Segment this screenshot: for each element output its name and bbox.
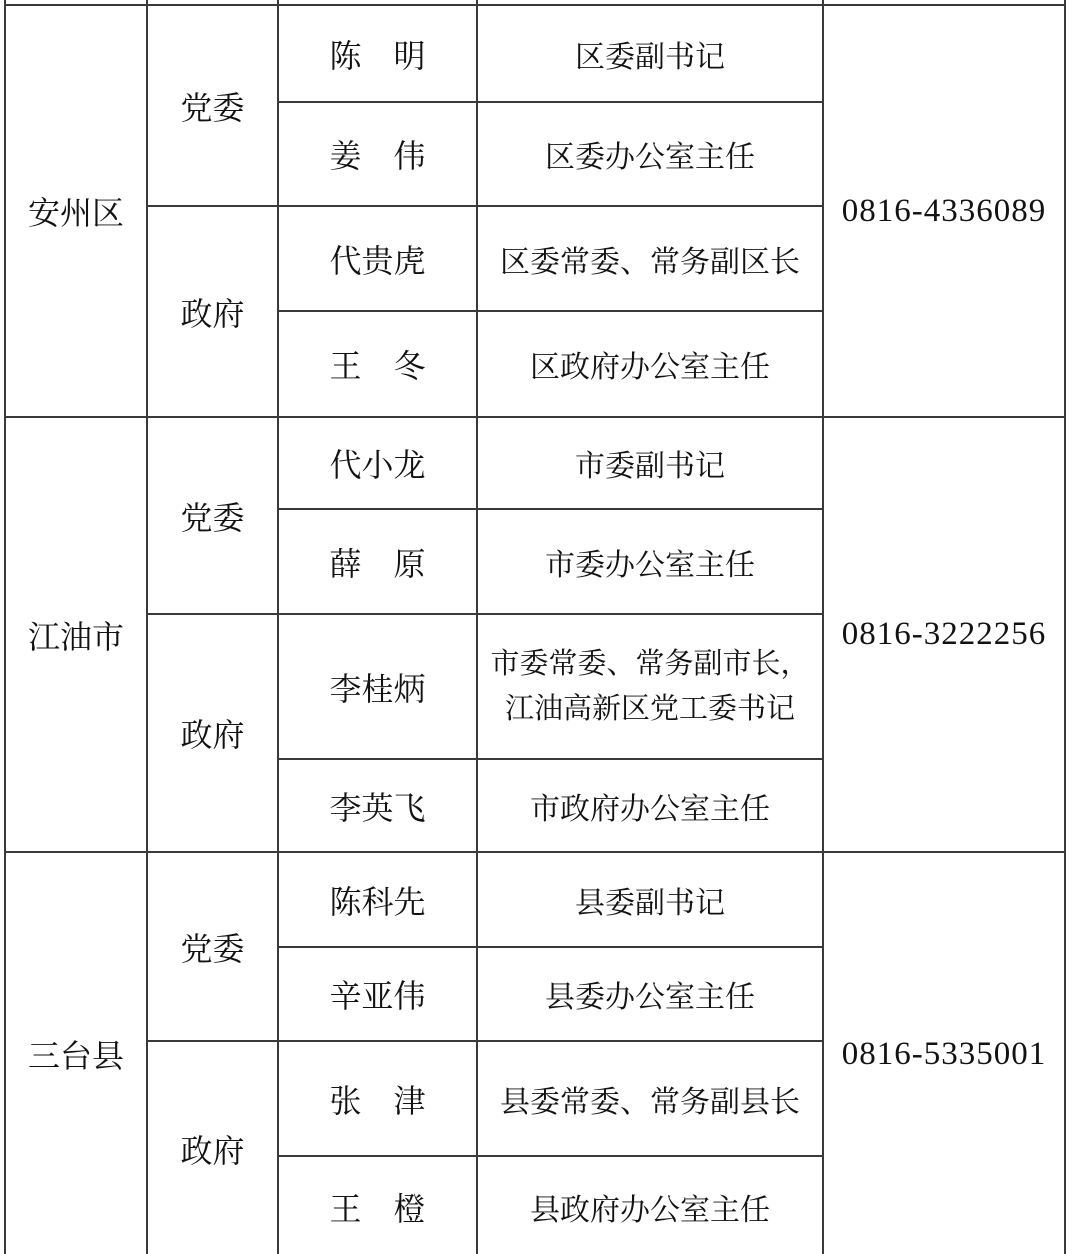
position-cell: 市委常委、常务副市长，江油高新区党工委书记 bbox=[477, 614, 823, 759]
name-cell: 辛亚伟 bbox=[278, 947, 477, 1041]
contact-directory-table bbox=[4, 0, 1066, 1254]
name-cell: 王 橙 bbox=[278, 1156, 477, 1254]
phone-cell: 0816-5335001 bbox=[823, 852, 1065, 1254]
position-cell: 市政府办公室主任 bbox=[477, 759, 823, 852]
position-cell: 区政府办公室主任 bbox=[477, 311, 823, 417]
org-cell: 党委 bbox=[147, 417, 278, 614]
name-cell: 张 津 bbox=[278, 1041, 477, 1156]
position-cell: 区委办公室主任 bbox=[477, 102, 823, 206]
name-cell: 薛 原 bbox=[278, 509, 477, 614]
position-cell: 县政府办公室主任 bbox=[477, 1156, 823, 1254]
table-row bbox=[5, 5, 1065, 102]
position-cell: 县委副书记 bbox=[477, 852, 823, 947]
table-row bbox=[5, 417, 1065, 509]
table-row bbox=[5, 852, 1065, 947]
region-cell: 三台县 bbox=[5, 852, 147, 1254]
region-cell: 安州区 bbox=[5, 5, 147, 417]
name-cell: 李英飞 bbox=[278, 759, 477, 852]
org-cell: 政府 bbox=[147, 206, 278, 417]
name-cell: 陈 明 bbox=[278, 5, 477, 102]
position-cell: 区委常委、常务副区长 bbox=[477, 206, 823, 311]
org-cell: 政府 bbox=[147, 614, 278, 852]
position-cell: 市委副书记 bbox=[477, 417, 823, 509]
name-cell: 姜 伟 bbox=[278, 102, 477, 206]
name-cell: 陈科先 bbox=[278, 852, 477, 947]
phone-cell: 0816-4336089 bbox=[823, 5, 1065, 417]
name-cell: 李桂炳 bbox=[278, 614, 477, 759]
name-cell: 王 冬 bbox=[278, 311, 477, 417]
phone-cell: 0816-3222256 bbox=[823, 417, 1065, 852]
region-cell: 江油市 bbox=[5, 417, 147, 852]
position-cell: 县委办公室主任 bbox=[477, 947, 823, 1041]
name-cell: 代小龙 bbox=[278, 417, 477, 509]
org-cell: 党委 bbox=[147, 852, 278, 1041]
org-cell: 党委 bbox=[147, 5, 278, 206]
position-cell: 区委副书记 bbox=[477, 5, 823, 102]
name-cell: 代贵虎 bbox=[278, 206, 477, 311]
position-cell: 市委办公室主任 bbox=[477, 509, 823, 614]
org-cell: 政府 bbox=[147, 1041, 278, 1254]
position-cell: 县委常委、常务副县长 bbox=[477, 1041, 823, 1156]
